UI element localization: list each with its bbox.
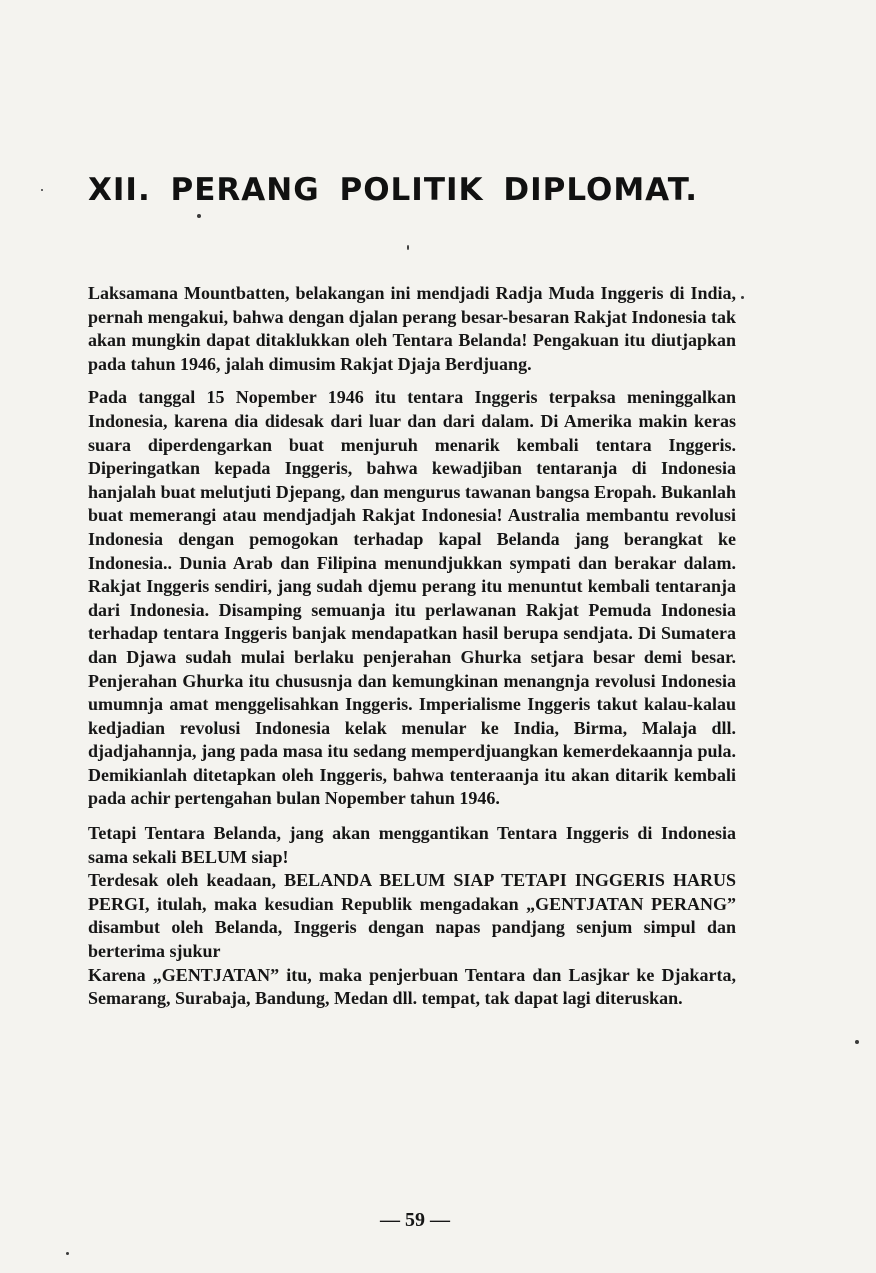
- scan-speck: [66, 1252, 69, 1255]
- scan-speck: [407, 245, 409, 250]
- scan-speck: [855, 1040, 859, 1044]
- scan-speck: [41, 189, 43, 191]
- paragraph: Tetapi Tentara Belanda, jang akan menggantikan Tentara Inggeris di Indonesia sama sekali BELUM siap!: [88, 823, 736, 867]
- scan-speck: [197, 214, 201, 218]
- paragraph: Karena „GENTJATAN” itu, maka penjerbuan Tentara dan Lasjkar ke Djakarta, Semarang, Surabaja, Bandung, Medan dll. tempat, tak dapat lagi diteruskan.: [88, 964, 736, 1009]
- paragraph: Pada tanggal 15 Nopember 1946 itu tentara Inggeris terpaksa meninggalkan Indonesia, karena dia didesak dari luar dan dari dalam. Di Amerika makin keras suara diperdengarkan buat menjuruh menarik kembali tentara Inggeris. Diperingatkan kepada Inggeris, bahwa kewadjiban tentaranja di Indonesia hanjalah buat melutjuti Djepang, dan mengurus tawanan bangsa Eropah. Bukanlah buat memerangi atau mendjadjah Rakjat Indonesia! Australia membantu revolusi Indonesia dengan pemogokan terhadap kapal Belanda jang berangkat ke Indonesia.. Dunia Arab dan Filipina menundjukkan sympati dan berakar dalam. Rakjat Inggeris sendiri, jang sudah djemu perang itu menuntut kembali tentaranja dari Indonesia. Disamping semuanja itu perlawanan Rakjat Pemuda Indonesia terhadap tentara Inggeris banjak mendapatkan hasil berupa sendjata. Di Sumatera dan Djawa sudah mulai berlaku penjerahan Ghurka setjara besar demi besar. Penjerahan Ghurka itu chususnja dan kemungkinan menangnja revolusi Indonesia umumnja amat menggelisahkan Inggeris. Imperialisme Inggeris takut kalau-kalau kedjadian revolusi Indonesia kelak menular ke India, Birma, Malaja dll. djadjahannja, jang pada masa itu sedang memperdjuangkan kemerdekaannja pula. Demikianlah ditetapkan oleh Inggeris, bahwa tenteraanja itu akan ditarik kembali pada achir pertengahan bulan Nopember tahun 1946.: [88, 387, 736, 809]
- chapter-body: [88, 282, 736, 1021]
- paragraph: Laksamana Mountbatten, belakangan ini mendjadi Radja Muda Inggeris di India, pernah mengakui, bahwa dengan djalan perang besar-besaran Rakjat Indonesia tak akan mungkin dapat ditaklukkan oleh Tentara Belanda! Pengakuan itu diutjapkan pada tahun 1946, jalah dimusim Rakjat Djaja Berdjuang.: [88, 283, 736, 374]
- chapter-title: XII. PERANG POLITIK DIPLOMAT.: [88, 172, 698, 208]
- page-number: — 59 —: [380, 1209, 450, 1231]
- paragraph: Terdesak oleh keadaan, BELANDA BELUM SIAP TETAPI INGGERIS HARUS PERGI, itulah, maka kesudian Republik mengadakan „GENTJATAN PERANG” disambut oleh Belanda, Inggeris dengan napas pandjang senjum simpul dan berterima sjukur: [88, 870, 736, 962]
- scan-speck: [741, 296, 744, 299]
